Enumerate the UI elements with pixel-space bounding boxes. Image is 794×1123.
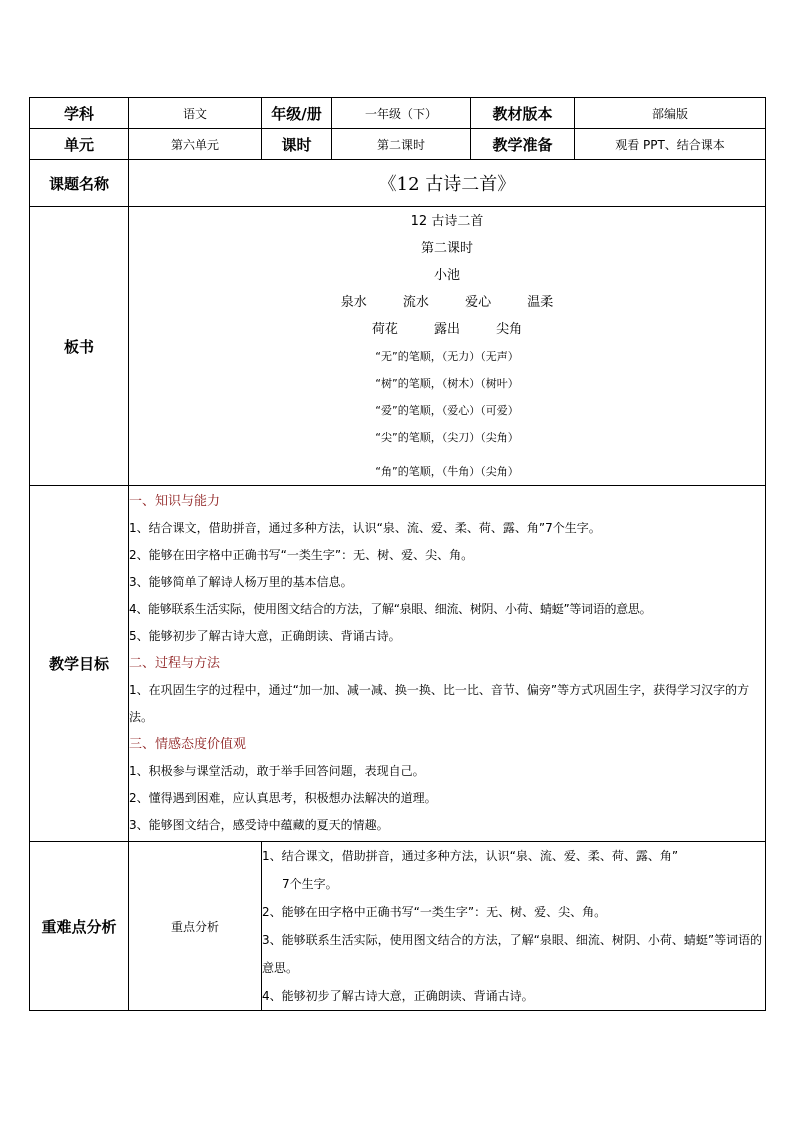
board-stroke-line: “树”的笔顺，（树木）（树叶） — [375, 376, 519, 390]
board-line-period: 第二课时 — [420, 240, 473, 256]
goal-item: 5、能够初步了解古诗大意，正确朗读、背诵古诗。 — [129, 629, 401, 643]
board-word: 荷花 — [371, 321, 398, 337]
edition-value: 部编版 — [575, 98, 766, 129]
board-line-title: 12 古诗二首 — [410, 213, 484, 229]
period-value: 第二课时 — [332, 129, 471, 160]
goal-item: 3、能够图文结合，感受诗中蕴藏的夏天的情趣。 — [129, 818, 389, 832]
board-word: 泉水 — [340, 294, 367, 310]
goals-content — [129, 486, 766, 842]
subject-label: 学科 — [30, 98, 129, 129]
keypoints-sub-label: 重点分析 — [129, 842, 262, 1011]
topic-value: 《12 古诗二首》 — [129, 160, 766, 207]
prep-label: 教学准备 — [471, 129, 575, 160]
header-row-1 — [30, 98, 766, 129]
prep-value: 观看 PPT、结合课本 — [575, 129, 766, 160]
topic-row — [30, 160, 766, 207]
board-word: 露出 — [433, 321, 460, 337]
goal-item: 1、在巩固生字的过程中，通过“加一加、减一减、换一换、比一比、音节、偏旁”等方式巩固生字，获得学习汉字的方法。 — [129, 683, 750, 724]
keypoints-row — [30, 842, 766, 1011]
keypoint-item: 4、能够初步了解古诗大意，正确朗读、背诵古诗。 — [262, 989, 534, 1003]
keypoints-content — [262, 842, 766, 1011]
unit-label: 单元 — [30, 129, 129, 160]
board-stroke-line: “角”的笔顺，（牛角）（尖角） — [375, 464, 519, 478]
board-words-row-2 — [129, 316, 765, 343]
edition-label: 教材版本 — [471, 98, 575, 129]
subject-value: 语文 — [129, 98, 262, 129]
goal-item: 1、积极参与课堂活动，敢于举手回答问题，表现自己。 — [129, 764, 425, 778]
board-word: 爱心 — [465, 294, 492, 310]
header-row-2 — [30, 129, 766, 160]
keypoint-item: 3、能够联系生活实际，使用图文结合的方法，了解“泉眼、细流、树阴、小荷、蜻蜓”等词语的意思。 — [262, 933, 763, 975]
board-content — [129, 207, 766, 486]
keypoint-item: 1、结合课文，借助拼音，通过多种方法，认识“泉、流、爱、柔、荷、露、角” — [262, 849, 679, 863]
grade-label: 年级/册 — [262, 98, 332, 129]
grade-value: 一年级（下） — [332, 98, 471, 129]
board-stroke-line: “尖”的笔顺，（尖刀）（尖角） — [375, 430, 519, 444]
period-label: 课时 — [262, 129, 332, 160]
keypoint-item-continued: 7个生字。 — [282, 877, 338, 891]
goals-section-title: 二、过程与方法 — [129, 656, 221, 671]
board-word: 温柔 — [527, 294, 554, 310]
board-label: 板书 — [30, 207, 129, 486]
board-stroke-line: “无”的笔顺，（无力）（无声） — [375, 349, 519, 363]
goal-item: 3、能够简单了解诗人杨万里的基本信息。 — [129, 575, 353, 589]
goal-item: 2、能够在田字格中正确书写“一类生字”：无、树、爱、尖、角。 — [129, 548, 474, 562]
board-words-row-1 — [129, 289, 765, 316]
lesson-plan-table — [29, 97, 766, 1011]
goals-label: 教学目标 — [30, 486, 129, 842]
board-stroke-line: “爱”的笔顺，（爱心）（可爱） — [375, 403, 519, 417]
board-row — [30, 207, 766, 486]
keypoints-label: 重难点分析 — [30, 842, 129, 1011]
board-line-poem: 小池 — [433, 267, 460, 283]
goal-item: 4、能够联系生活实际，使用图文结合的方法，了解“泉眼、细流、树阴、小荷、蜻蜓”等词语的意思。 — [129, 602, 652, 616]
keypoint-item: 2、能够在田字格中正确书写“一类生字”：无、树、爱、尖、角。 — [262, 905, 607, 919]
topic-label: 课题名称 — [30, 160, 129, 207]
goals-row — [30, 486, 766, 842]
unit-value: 第六单元 — [129, 129, 262, 160]
board-word: 流水 — [402, 294, 429, 310]
goals-section-title: 三、情感态度价值观 — [129, 737, 247, 752]
goal-item: 2、懂得遇到困难，应认真思考，积极想办法解决的道理。 — [129, 791, 437, 805]
goals-section-title: 一、知识与能力 — [129, 494, 221, 509]
board-word: 尖角 — [496, 321, 523, 337]
goal-item: 1、结合课文，借助拼音，通过多种方法，认识“泉、流、爱、柔、荷、露、角”7个生字。 — [129, 521, 601, 535]
